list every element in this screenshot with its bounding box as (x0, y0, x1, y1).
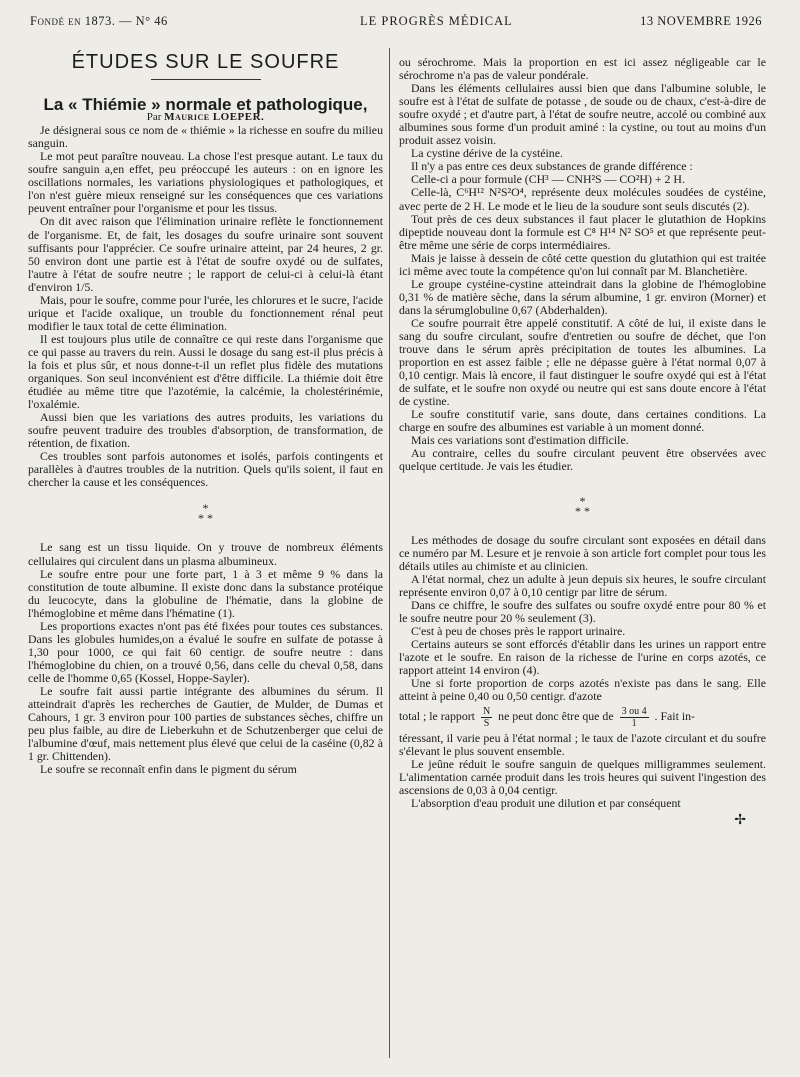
running-head (30, 14, 762, 34)
paragraph: Ce soufre pourrait être appelé constitutif. A côté de lui, il existe dans le sang du soufre circulant, soufre d'entretien ou soufre de déchet, que l'on trouve dans le sérum après précipitation de toutes les albumines. La proportion en est assez faible ; elle ne dépasse guère à l'état normal 0,07 à 0,10 centigr. Mais là encore, il faut distinguer le soufre oxydé qui est à l'état de sulfate, et le soufre non oxydé ou neutre qui est sans doute encore à l'état de cystine. (399, 315, 766, 409)
paragraph: ou sérochrome. Mais la proportion en est ici assez négligeable car le sérochrome n'a pas de valeur pondérale. (399, 55, 766, 83)
column-divider (389, 48, 390, 1058)
paragraph: Les méthodes de dosage du soufre circulant sont exposées en détail dans ce numéro par M. Lesure et je renvoie à son article fort complet pour tous les détails utiles au chimiste et au clinicien. (399, 532, 766, 573)
paragraph: Je désignerai sous ce nom de « thiémie » la richesse en soufre du milieu sanguin. (28, 123, 383, 151)
asterism-bottom: * * (575, 503, 590, 518)
asterism-bottom: * * (198, 511, 213, 526)
paragraph: Tout près de ces deux substances il faut placer le glutathion de Hopkins dipeptide nouveau dont la formule est C⁸ H¹⁴ N² SO⁵ et que représente peut-être même une série de corps intermédiaires. (399, 211, 766, 252)
paragraph: Une si forte proportion de corps azotés n'existe pas dans le sang. Elle atteint à peine 0,40 ou 0,50 centigr. d'azote (399, 676, 766, 704)
paragraph: Le soufre se reconnaît enfin dans le pigment du sérum (40, 762, 297, 777)
asterism-top: * (202, 501, 209, 516)
paragraph: Dans les éléments cellulaires aussi bien que dans l'albumine soluble, le soufre est à l'état de sulfate de potasse , de soude ou de chaux, c'est-à-dire de soufre oxydé ; et d'autre part, à l'état de soufre neutre, accolé ou combiné aux albumines sous forme d'un produit aminé : la cystine, ou tout au moins d'un produit assez voisin. (399, 81, 766, 148)
paragraph: Au contraire, celles du soufre circulant peuvent être observées avec quelque certitude. Je vais les étudier. (399, 446, 766, 474)
fraction-denominator: S (483, 718, 490, 730)
paragraph: Certains auteurs se sont efforcés d'établir dans les urines un rapport entre l'azote et le soufre. En raison de la richesse de l'urine en corps azotés, ce rapport atteint 14 environ (4). (399, 636, 766, 677)
ornament-icon: ✢ (734, 813, 746, 829)
paragraph: Mais, pour le soufre, comme pour l'urée, les chlorures et le sucre, l'acide urique et l'acide oxalique, un trouble du fonctionnement rénal peut modifier le taux total de cette élimination. (28, 292, 384, 333)
paragraph: Le mot peut paraître nouveau. La chose l'est presque autant. Le taux du soufre sanguin a,en effet, peu préoccupé les auteurs : on en ignore les oscillations normales, les variations physiologiques et pathologiques, et l'on n'est guère mieux renseigné sur les conséquences que ces variations peuvent entraîner pour l'organisme et pour les tissus. (28, 149, 383, 216)
left-column (28, 51, 384, 777)
paragraph: Le jeûne réduit le soufre sanguin de quelques milligrammes seulement. L'alimentation carnée produit dans les trois heures qui suivent l'ingestion des ascensions de 0,03 à 0,04 centigr. (399, 757, 766, 798)
paragraph: Mais je laisse à dessein de côté cette question du glutathion qui est traitée ici même avec toute la compétence qu'on lui connaît par M. Blanchetière. (399, 250, 766, 278)
paragraph: Aussi bien que les variations des autres produits, les variations du soufre peuvent traduire des troubles d'absorption, de transformation, de rétention, de fixation. (28, 410, 383, 451)
paragraph: téressant, il varie peu à l'état normal ; le taux de l'azote circulant et du soufre s'élevant le plus souvent ensemble. (399, 731, 766, 759)
section-title: ÉTUDES SUR LE SOUFRE (71, 51, 340, 73)
fraction-numerator: N (482, 706, 491, 718)
fraction-denominator: 1 (631, 718, 637, 730)
ratio-line (399, 706, 766, 729)
paragraph: C'est à peu de choses près le rapport urinaire. (411, 623, 626, 638)
issue-date: 13 NOVEMBRE 1926 (640, 14, 762, 28)
asterism-top: * (579, 493, 586, 508)
founding-and-issue-number: Fondé en 1873. — N° 46 (30, 14, 168, 28)
byline-prefix: Par (146, 111, 162, 124)
asterism-divider (28, 501, 383, 526)
paragraph: Celle-là, C⁶H¹² N²S²O⁴, représente deux molécules soudées de cystéine, avec perte de 2 H. Le mode et le lieu de la soudure sont seuls discutés (2). (399, 185, 766, 213)
paragraph: Le sang est un tissu liquide. On y trouve de nombreux éléments cellulaires qui circulent dans un plasma albumineux. (28, 540, 383, 568)
fraction-ratio-value (620, 706, 649, 729)
paragraph: Le groupe cystéine-cystine atteindrait dans la globine de l'hémoglobine 0,31 % de matière sèche, dans la sérum albumine, 1 gr. environ (Morner) et dans la sérumglobuline 0,67 (Abderhalden). (399, 276, 766, 317)
ratio-after: . Fait in- (654, 709, 695, 724)
ratio-middle: ne peut donc être que de (498, 709, 614, 724)
article-title: La « Thiémie » normale et pathologique, (43, 95, 368, 115)
right-column (399, 56, 766, 827)
formula-line: Celle-ci a pour formule (CH³ — CNH²S — CO²H) + 2 H. (411, 172, 685, 187)
journal-title: LE PROGRÈS MÉDICAL (360, 14, 513, 28)
paragraph: Dans ce chiffre, le soufre des sulfates ou soufre oxydé entre pour 80 % et le soufre neutre pour 20 % seulement (3). (399, 597, 766, 625)
paragraph: Il n'y a pas entre ces deux substances de grande différence : (411, 159, 693, 174)
paragraph: L'absorption d'eau produit une dilution et par conséquent (411, 796, 681, 811)
paragraph: Le soufre fait aussi partie intégrante des albumines du sérum. Il atteindrait d'après les recherches de Gautier, de Mulder, de Dumas et Cahours, 1 gr. 3 environ pour 100 parties de substances sèches, chiffre un peu plus faible, au dire de Lieberkuhn et de Schutzenberger que celui de l'albumine d'œuf, mais nettement plus élevé que celui de la caséine (0,82 à 1 gr. Chittenden). (28, 683, 383, 764)
paragraph: On dit avec raison que l'élimination urinaire reflète le fonctionnement de l'organisme. Et, de fait, les dosages du soufre urinaire sont souvent suffisants pour l'apprécier. Ce soufre urinaire atteint, par 24 heures, 2 gr. 50 environ dont une partie est à l'état de soufre oxydé ou de sulfates, l'autre à l'état de soufre neutre ; le rapport de celui-ci à celui-là étant d'environ 1/5. (28, 214, 383, 294)
paragraph: A l'état normal, chez un adulte à jeun depuis six heures, le soufre circulant représente environ 0,07 à 0,10 centigr par litre de sérum. (399, 571, 766, 599)
paragraph: Les proportions exactes n'ont pas été fixées pour toutes ces substances. Dans les globules humides,on a évalué le soufre en sulfate de potasse à 1,30 pour 1000, ce qui fait 60 centigr. de soufre neutre : dans l'hémoglobine du chien, on a trouvé 0,56, dans celle du cheval 0,58, dans celle de l'homme 0,65 (Kossel, Hoppe-Sayler). (28, 618, 383, 685)
paragraph: Le soufre constitutif varie, sans doute, dans certaines conditions. La charge en soufre des albumines est variable à un moment donné. (399, 407, 766, 435)
paragraph: Le soufre entre pour une forte part, 1 à 3 et même 9 % dans la constitution de toute albumine. Il existe donc dans la substance protéique du leucocyte, dans la globuline de l'hématie, dans la globine de l'hémoglobine et même dans l'hématine (1). (28, 566, 383, 620)
byline-author: Maurice LOEPER. (164, 111, 265, 124)
paragraph: La cystine dérive de la cystéine. (411, 146, 563, 161)
title-rule (151, 79, 261, 80)
paragraph: Ces troubles sont parfois autonomes et isolés, parfois contingents et parallèles à d'autres troubles de la nutrition. Quels qu'ils soient, il faut en chercher la cause et les conséquences. (28, 449, 383, 490)
asterism-divider (399, 493, 766, 518)
paragraph: Mais ces variations sont d'estimation difficile. (411, 433, 629, 448)
ratio-before: total ; le rapport (399, 709, 475, 724)
paragraph: Il est toujours plus utile de connaître ce qui reste dans l'organisme que ce qui passe au travers du rein. Aussi le dosage du sang est-il plus précis à la fois et plus sûr, et nous donne-t-il un reflet plus fidèle des mutations organiques. Son seul inconvénient est d'être difficile. La thiémie doit être étudiée au même titre que l'azotémie, la calcémie, la cholestérinémie, l'oxalémie. (28, 331, 383, 412)
fraction-numerator: 3 ou 4 (621, 706, 647, 718)
fraction-n-over-s (481, 706, 492, 729)
